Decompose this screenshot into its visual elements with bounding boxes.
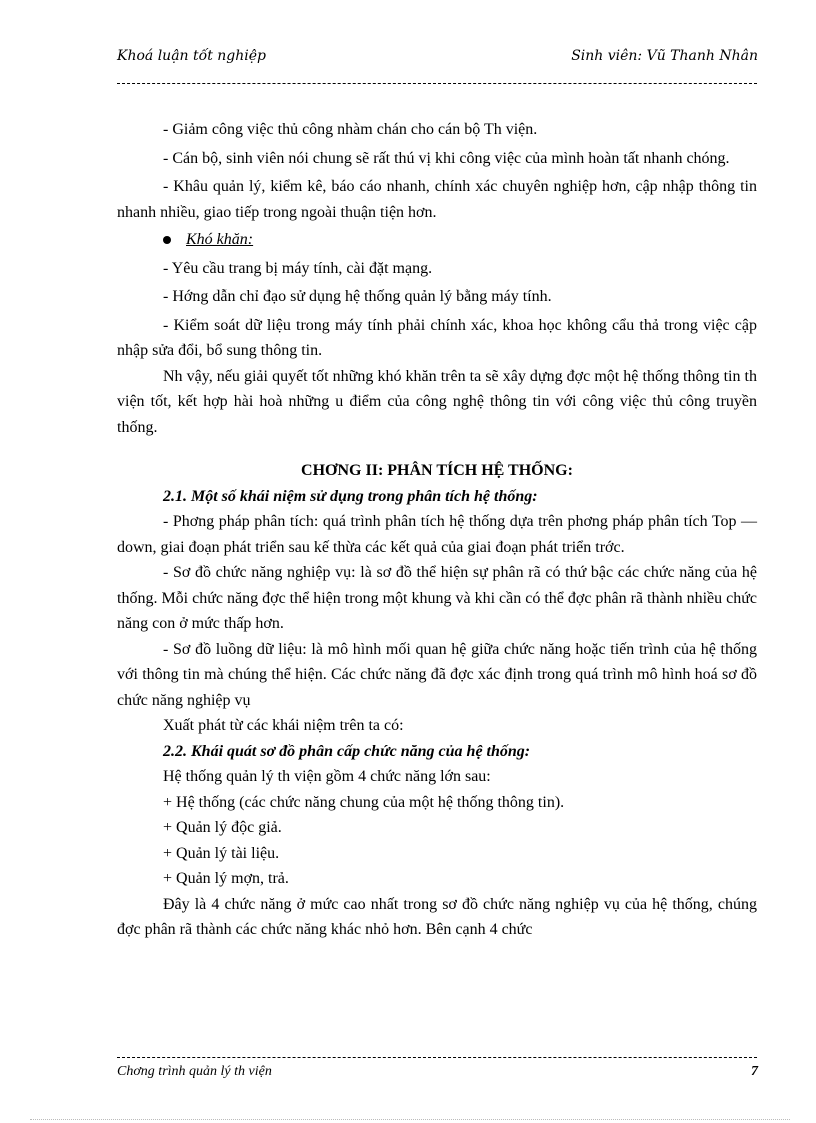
- list-item: + Quản lý mợn, trả.: [163, 870, 289, 887]
- paragraph: - Khâu quản lý, kiểm kê, báo cáo nhanh, chính xác chuyên nghiệp hơn, cập nhập thông tin nhanh nhiều, giao tiếp trong ngoài thuận tiện hơn.: [117, 178, 757, 221]
- page-number: 7: [751, 1064, 758, 1079]
- paragraph: - Sơ đồ chức năng nghiệp vụ: là sơ đồ thể hiện sự phân rã có thứ bậc các chức năng của hệ thống. Mỗi chức năng đợc thể hiện trong một khung và khi cần có thể đợc phân rã thành nhiều chức năng con ở mức thấp hơn.: [117, 564, 757, 632]
- paragraph: Hệ thống quản lý th viện gồm 4 chức năng lớn sau:: [163, 768, 491, 785]
- section-heading: 2.1. Một số khái niệm sử dụng trong phân tích hệ thống:: [163, 487, 538, 505]
- paragraph: Xuất phát từ các khái niệm trên ta có:: [163, 717, 404, 734]
- chapter-title: CHƠNG II: PHÂN TÍCH HỆ THỐNG:: [301, 462, 573, 479]
- paragraph: - Yêu cầu trang bị máy tính, cài đặt mạng.: [163, 259, 433, 277]
- footer-divider: [117, 1057, 757, 1058]
- list-item: + Hệ thống (các chức năng chung của một hệ thống thông tin).: [163, 793, 565, 811]
- bullet-dot-icon: [163, 236, 171, 244]
- footer-left: Chơng trình quản lý th viện: [117, 1064, 272, 1079]
- list-item: + Quản lý tài liệu.: [163, 844, 280, 862]
- page-content: [117, 117, 757, 943]
- header-right: Sinh viên: Vũ Thanh Nhân: [571, 48, 758, 64]
- paragraph: - Kiểm soát dữ liệu trong máy tính phải chính xác, khoa học không cẩu thả trong việc cập nhập sửa đổi, bổ sung thông tin.: [117, 316, 757, 359]
- paragraph: - Cán bộ, sinh viên nói chung sẽ rất thú vị khi công việc của mình hoàn tất nhanh chóng.: [163, 149, 730, 167]
- paragraph: Nh vậy, nếu giải quyết tốt những khó khăn trên ta sẽ xây dựng đợc một hệ thống thông tin th viện tốt, kết hợp hài hoà những u điểm của công nghệ thông tin với công việc thủ công truyền thống.: [117, 367, 757, 436]
- paragraph: - Hớng dẫn chỉ đạo sử dụng hệ thống quản lý bằng máy tính.: [163, 288, 552, 305]
- list-item: + Quản lý độc giả.: [163, 819, 282, 836]
- bullet-item: [117, 227, 757, 253]
- header-left: Khoá luận tốt nghiệp: [117, 48, 266, 64]
- paragraph: - Phơng pháp phân tích: quá trình phân tích hệ thống dựa trên phơng pháp phân tích Top — down, giai đoạn phát triển sau kế thừa các kết quả của giai đoạn phát triển trớc.: [117, 513, 757, 556]
- bullet-label: Khó khăn:: [186, 231, 254, 248]
- paragraph: Đây là 4 chức năng ở mức cao nhất trong sơ đồ chức năng nghiệp vụ của hệ thống, chúng đợc phân rã thành các chức năng khác nhỏ hơn. Bên cạnh 4 chức: [117, 895, 757, 938]
- paragraph: - Giảm công việc thủ công nhàm chán cho cán bộ Th viện.: [163, 121, 538, 138]
- header-divider: [117, 83, 757, 84]
- paragraph: - Sơ đồ luồng dữ liệu: là mô hình mối quan hệ giữa chức năng hoặc tiến trình của hệ thống với thông tin mà chúng thể hiện. Các chức năng đã đợc xác định trong quá trình mô hình hoá sơ đồ chức năng nghiệp vụ: [117, 640, 757, 709]
- page-edge-dotted-line: [30, 1119, 790, 1120]
- section-heading: 2.2. Khái quát sơ đồ phân cấp chức năng của hệ thống:: [163, 742, 531, 760]
